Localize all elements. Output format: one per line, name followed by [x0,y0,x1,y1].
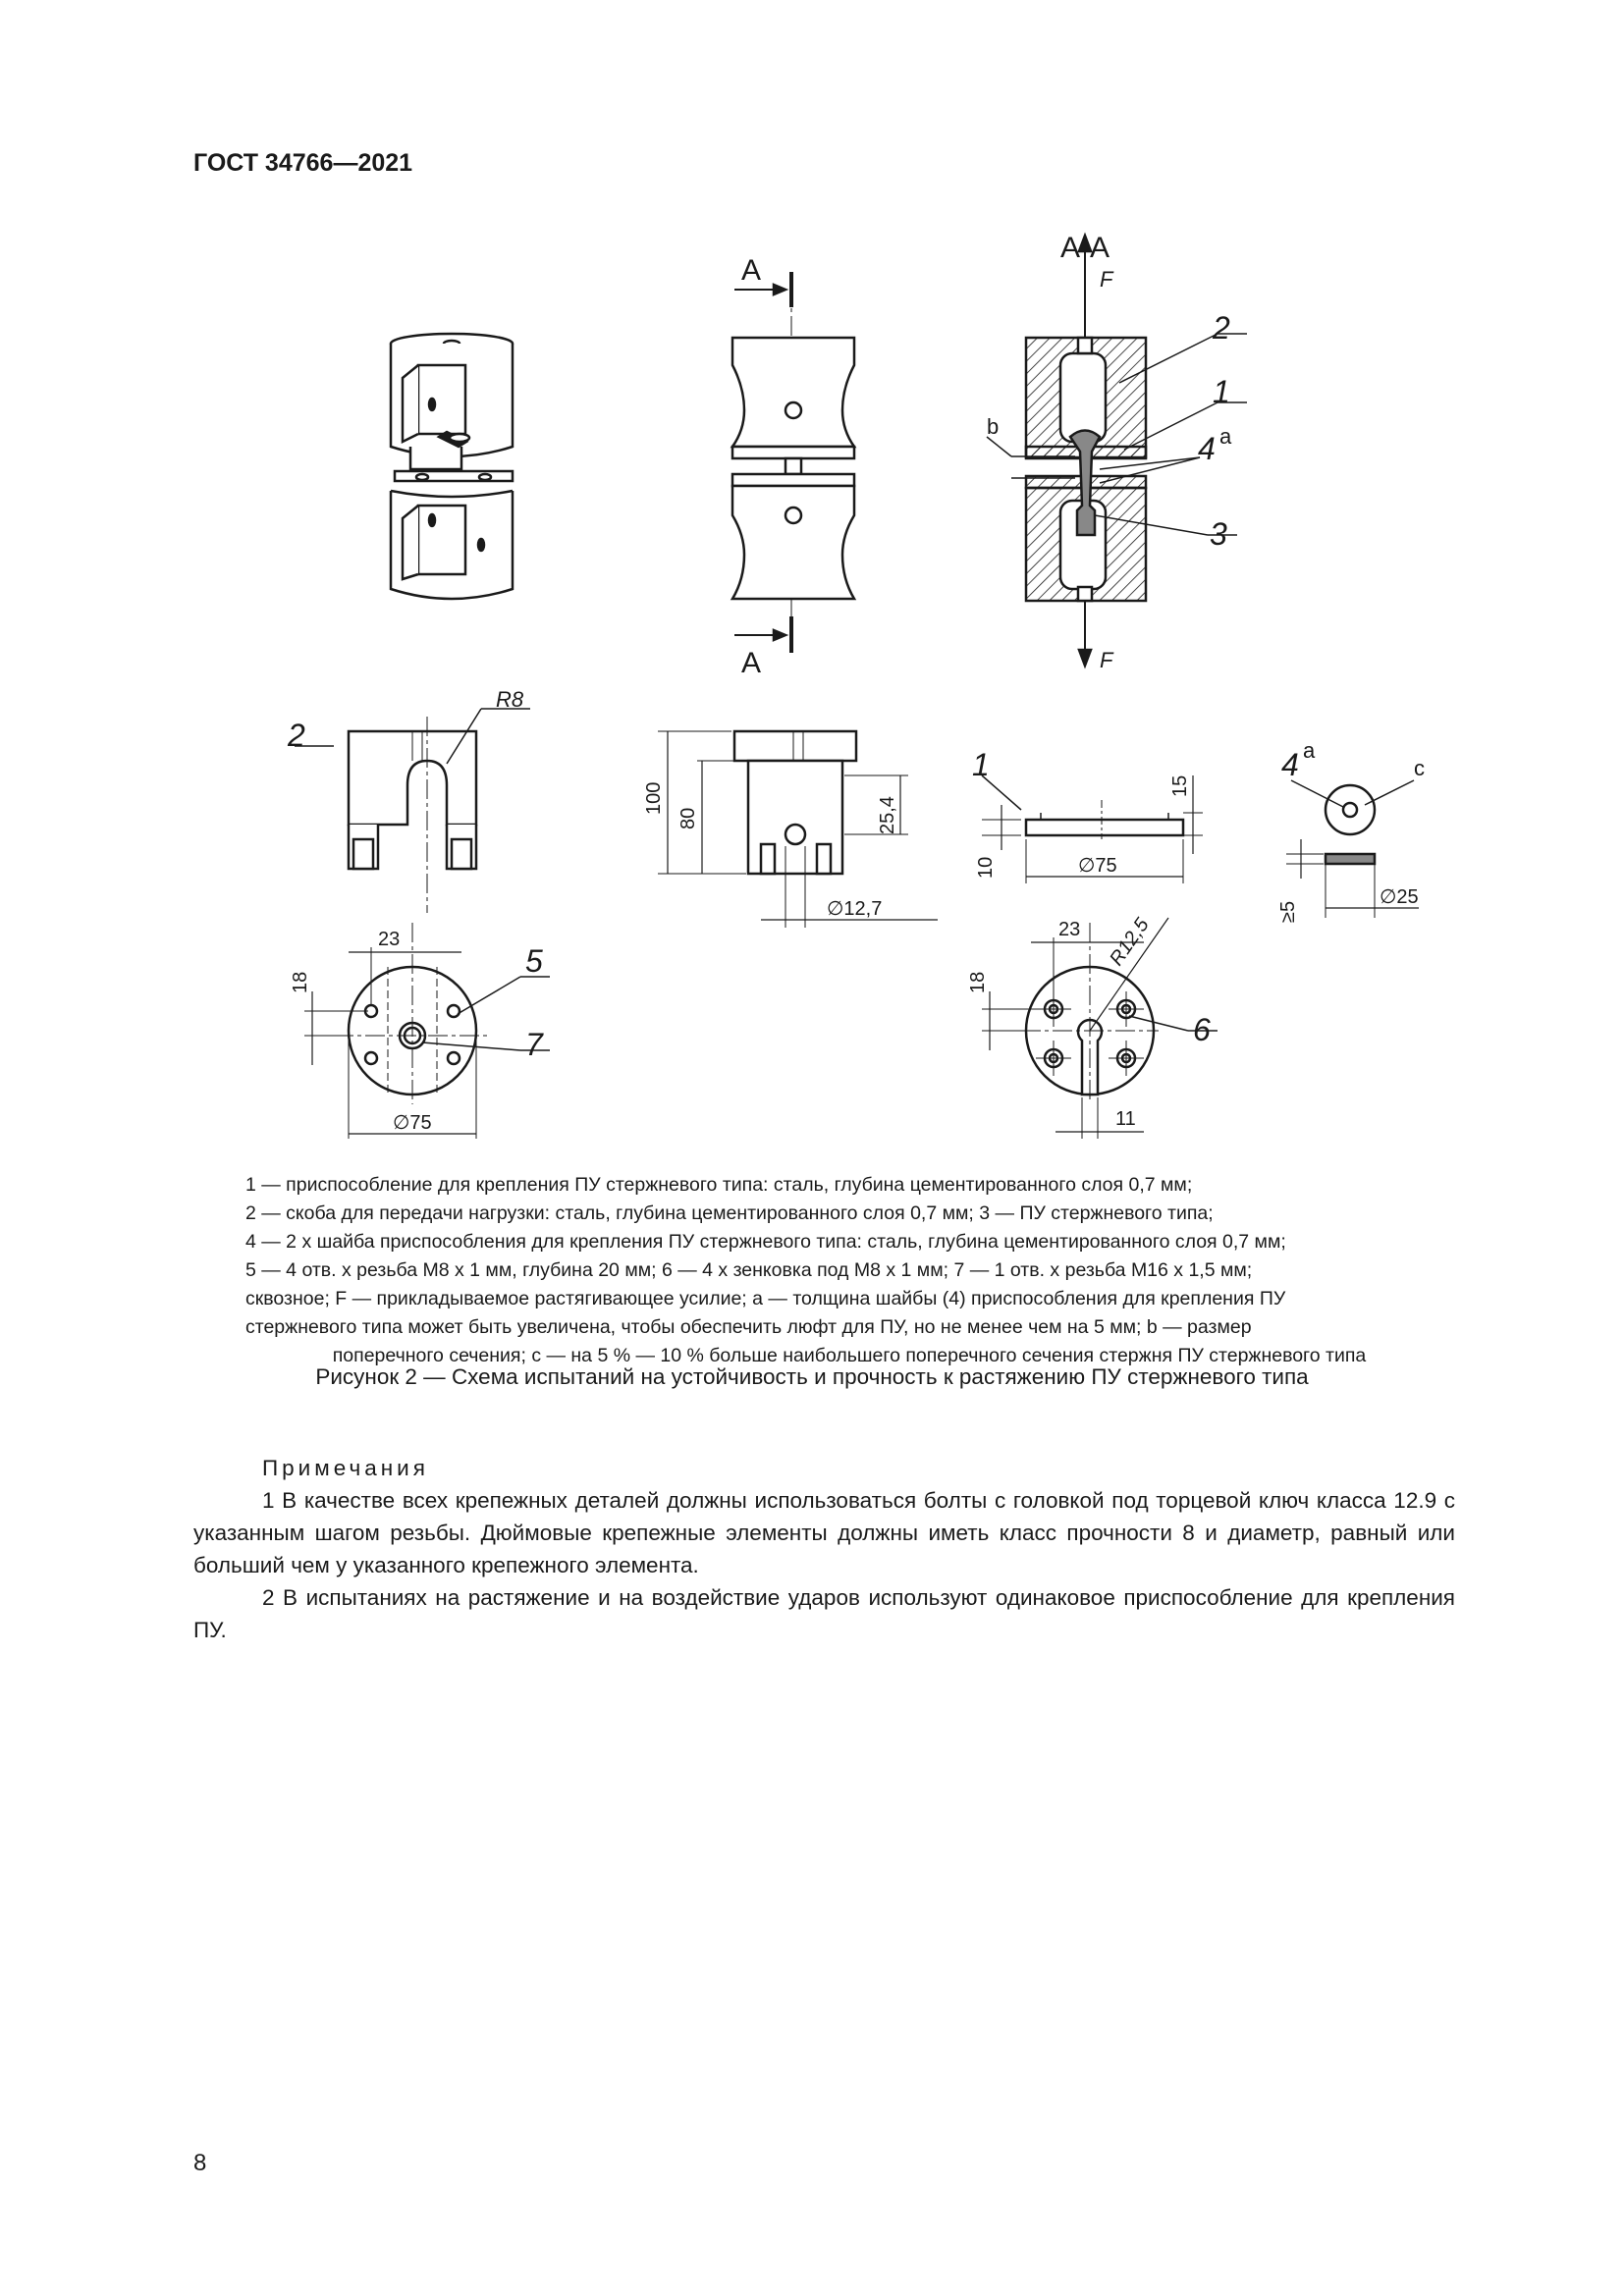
callout-7: 7 [525,1027,543,1062]
callout-1-fixture: 1 [972,747,990,782]
fixture-top-view [982,918,1218,1139]
figure-caption: Рисунок 2 — Схема испытаний на устойчивость и прочность к растяжению ПУ стержневого типа [315,1364,1309,1389]
dim-25-4: 25,4 [877,796,898,834]
dim-15: 15 [1169,774,1191,797]
dim-phi-75-bracket: ∅75 [393,1112,432,1134]
figure-legend [245,1171,1453,1370]
callout-1: 1 [1213,374,1230,409]
legend-line: 4 — 2 x шайба приспособления для крепления ПУ стержневого типа: сталь, глубина цементированного слоя 0,7 мм; [245,1231,1286,1253]
dim-10: 10 [975,856,997,879]
dim-phi-12-7: ∅12,7 [827,898,883,920]
page-number: 8 [193,2150,207,2176]
legend-line: стержневого типа может быть увеличена, чтобы обеспечить люфт для ПУ, но не менее чем на 5 мм; b — размер [245,1316,1252,1338]
legend-line: 5 — 4 отв. x резьба M8 x 1 мм, глубина 20 мм; 6 — 4 x зенковка под M8 x 1 мм; 7 — 1 отв. x резьба M16 x 1,5 мм; [245,1259,1253,1281]
callout-2: 2 [1213,310,1230,346]
isometric-assembly-drawing [391,334,513,599]
callout-b: b [987,414,1000,439]
section-title: А-А [1060,232,1110,264]
force-label-top: F [1100,267,1113,292]
front-view-drawing [732,272,854,653]
dim-r8: R8 [496,687,524,712]
notes-title: Примечания [262,1456,429,1480]
document-id: ГОСТ 34766—2021 [193,149,413,177]
dim-18-fixture: 18 [967,971,989,993]
callout-4: 4 [1198,431,1216,466]
dim-23-bracket: 23 [378,929,401,950]
dim-ge-5: ≥5 [1277,900,1299,923]
dim-23-fixture: 23 [1058,919,1081,940]
callout-4-washer: 4 [1281,747,1299,782]
notes-section [193,1452,1455,1646]
dim-100: 100 [643,781,665,815]
dim-80: 80 [677,807,699,829]
dim-phi-25: ∅25 [1380,886,1419,908]
note-1: 1 В качестве всех крепежных деталей должны использоваться болты с головкой под торцевой ключ класса 12.9 с указанным шагом резьбы. Дюймовые крепежные элементы должны иметь класс прочности 8 и диаметр, равный или больший чем у указанного крепежного элемента. [193,1488,1455,1577]
dim-11: 11 [1115,1108,1136,1130]
force-label-bottom: F [1100,648,1113,672]
legend-line: 2 — скоба для передачи нагрузки: сталь, глубина цементированного слоя 0,7 мм; 3 — ПУ стержневого типа; [245,1202,1214,1224]
callout-5: 5 [525,943,543,979]
callout-4-superscript: а [1219,424,1232,449]
bracket-front-view [295,709,530,913]
callout-6: 6 [1193,1012,1211,1047]
legend-line: сквозное; F — прикладываемое растягивающее усилие; а — толщина шайбы (4) приспособления для крепления ПУ [245,1288,1286,1309]
bracket-bottom-view [304,923,550,1139]
callout-4-washer-superscript: а [1303,738,1316,763]
callout-3: 3 [1210,516,1227,552]
dim-18-bracket: 18 [290,971,311,993]
dim-phi-75-fixture: ∅75 [1078,855,1117,877]
dim-r12-5: R12,5 [1106,914,1154,970]
legend-line: 1 — приспособление для крепления ПУ стержневого типа: сталь, глубина цементированного слоя 0,7 мм; [245,1174,1193,1196]
legend-line: поперечного сечения; с — на 5 % — 10 % больше наибольшего поперечного сечения стержня ПУ стержневого типа [332,1345,1367,1366]
callout-c: c [1414,756,1425,780]
section-marker-top: А [741,254,762,287]
callout-2-bracket: 2 [288,718,305,753]
section-marker-bottom: А [741,647,762,679]
note-2: 2 В испытаниях на растяжение и на воздействие ударов используют одинаковое приспособление для крепления ПУ. [193,1585,1455,1642]
